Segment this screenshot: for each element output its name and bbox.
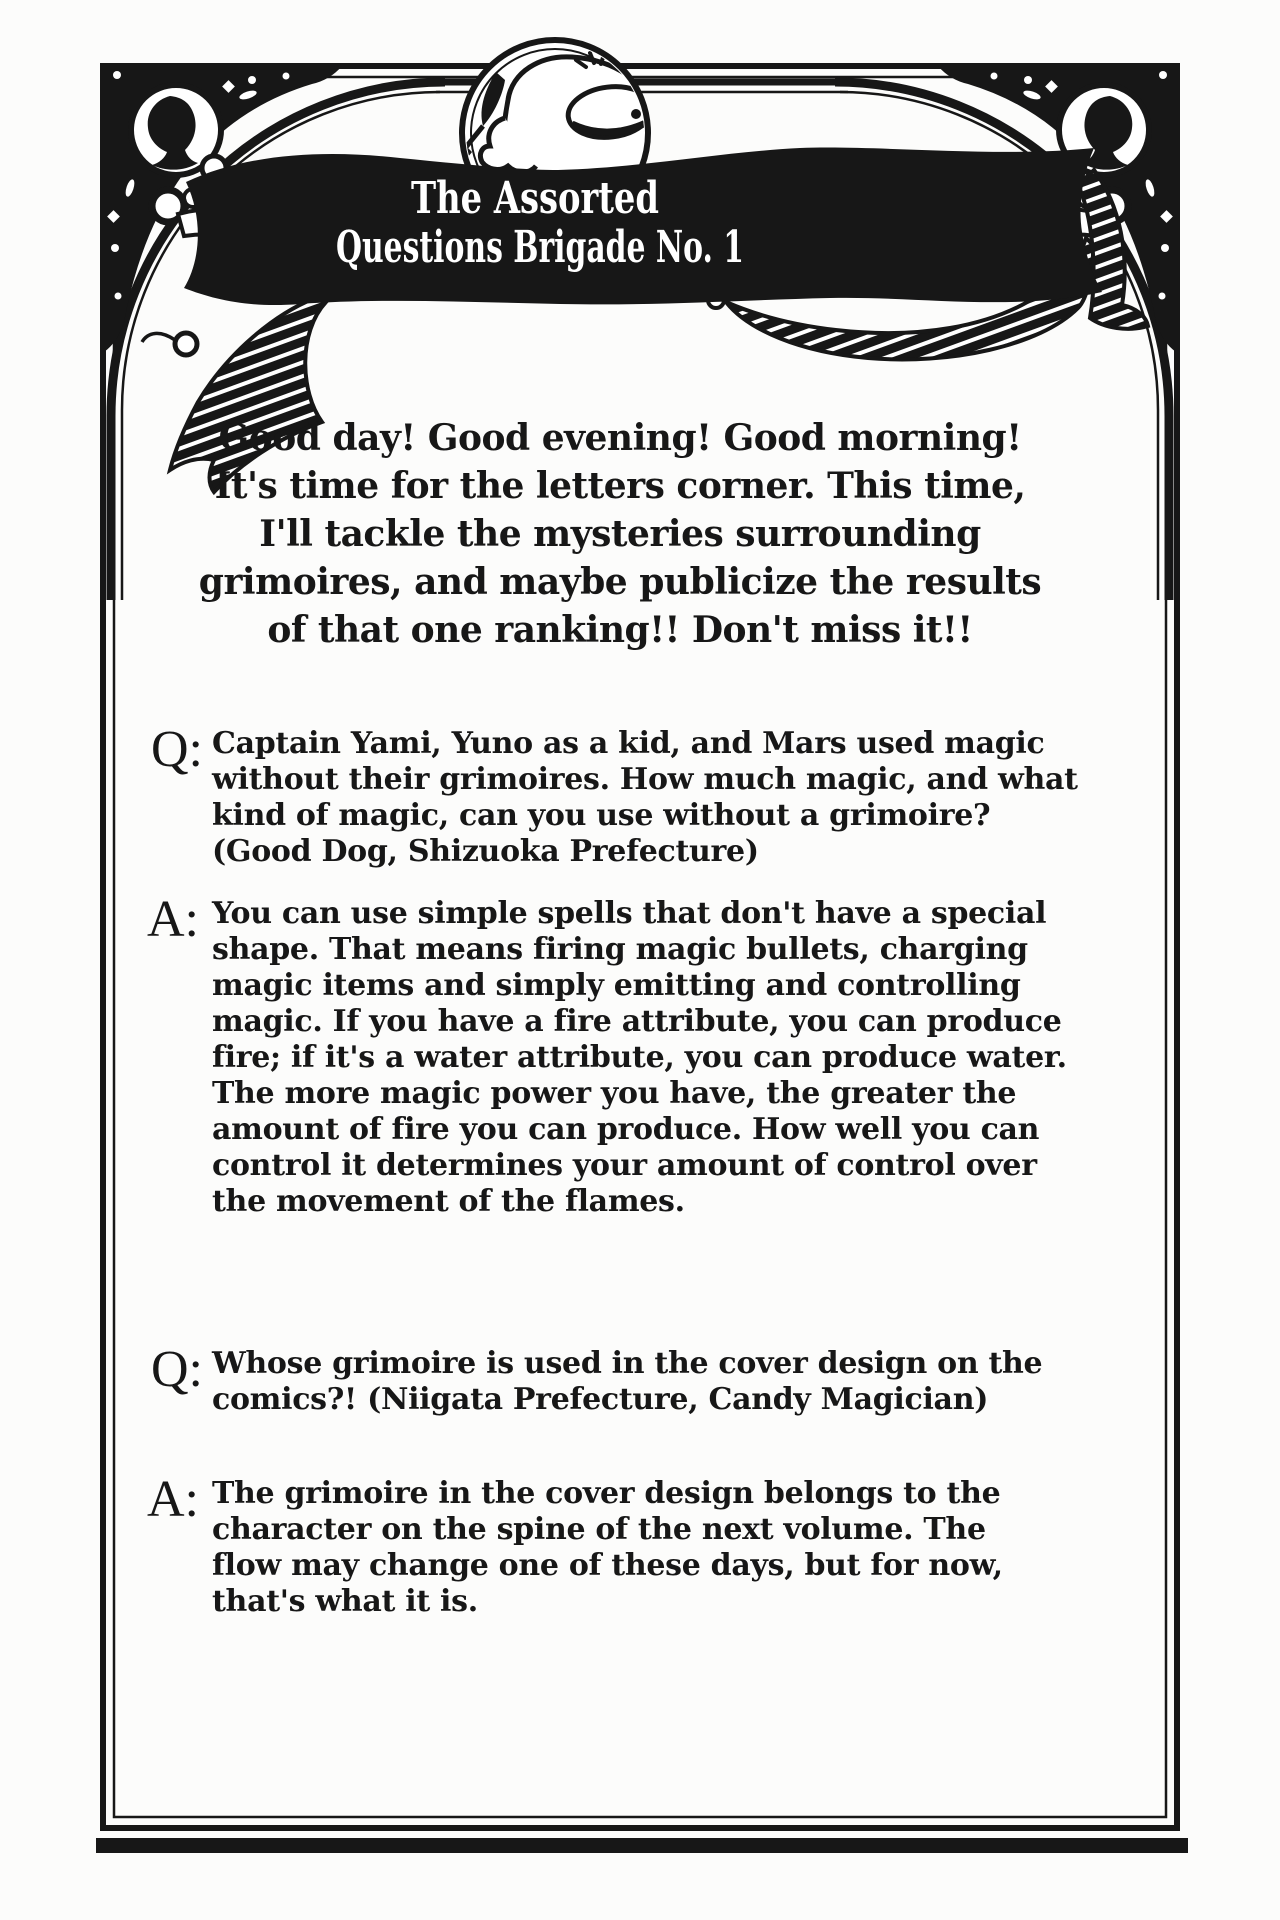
text-line: magic. If you have a fire attribute, you can produce xyxy=(212,1004,1062,1039)
text-line: Captain Yami, Yuno as a kid, and Mars used magic xyxy=(212,726,1045,761)
question-2-marker: Q: xyxy=(151,1341,203,1398)
text-line: amount of fire you can produce. How well you can xyxy=(212,1112,1040,1147)
text-line: character on the spine of the next volume. The xyxy=(212,1512,986,1547)
answer-1-text xyxy=(212,896,1067,1220)
text-line: flow may change one of these days, but for now, xyxy=(212,1548,1003,1583)
banner-title-line1: The Assorted xyxy=(411,173,659,224)
text-line: kind of magic, can you use without a grimoire? xyxy=(212,798,991,833)
text-line: comics?! (Niigata Prefecture, Candy Magician) xyxy=(212,1382,989,1417)
text-line: You can use simple spells that don't have a special xyxy=(212,896,1047,931)
text-line: shape. That means firing magic bullets, charging xyxy=(212,932,1028,967)
text-line: the movement of the flames. xyxy=(212,1184,685,1219)
answer-2-text xyxy=(212,1476,1003,1620)
text-line: The grimoire in the cover design belongs to the xyxy=(212,1476,1001,1511)
question-1-text xyxy=(212,726,1078,870)
question-1-marker: Q: xyxy=(151,721,203,778)
intro-line: grimoires, and maybe publicize the results xyxy=(198,561,1042,603)
text-line: The more magic power you have, the greater the xyxy=(212,1076,1017,1111)
answer-1-marker: A: xyxy=(147,891,199,948)
text-line: without their grimoires. How much magic, and what xyxy=(212,762,1078,797)
text-line: control it determines your amount of control over xyxy=(212,1148,1037,1183)
question-2-text xyxy=(212,1346,1042,1418)
text-line: fire; if it's a water attribute, you can produce water. xyxy=(212,1040,1067,1075)
intro-line: of that one ranking!! Don't miss it!! xyxy=(267,609,973,651)
intro-line: I'll tackle the mysteries surrounding xyxy=(259,513,981,555)
intro-text xyxy=(0,414,1240,654)
intro-line: Good day! Good evening! Good morning! xyxy=(218,417,1022,459)
text-line: (Good Dog, Shizuoka Prefecture) xyxy=(212,834,759,869)
text-line: magic items and simply emitting and controlling xyxy=(212,968,1021,1003)
text-line: Whose grimoire is used in the cover design on the xyxy=(212,1346,1043,1381)
banner-title-line2: Questions Brigade No. 1 xyxy=(336,222,744,273)
answer-2-marker: A: xyxy=(147,1471,199,1528)
text-line: that's what it is. xyxy=(212,1584,478,1619)
intro-line: It's time for the letters corner. This time, xyxy=(214,465,1026,507)
